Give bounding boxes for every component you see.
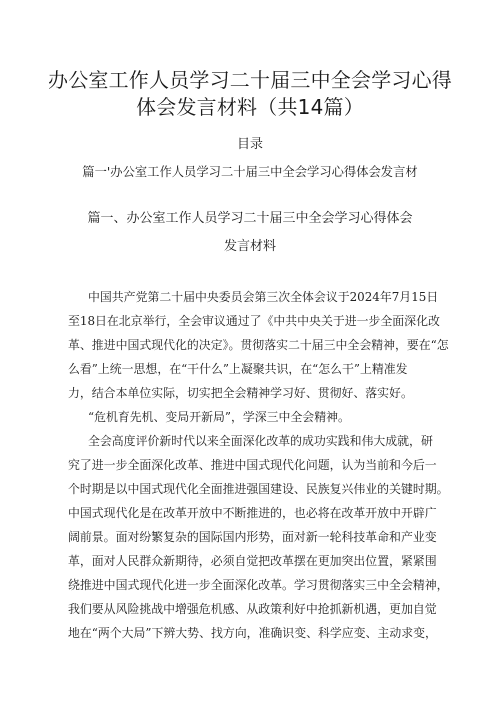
toc-heading: 目录 [236, 137, 263, 152]
toc-item[interactable]: 篇一'办公室工作人员学习二十届三中全会学习心得体会发言材 [82, 165, 418, 179]
body-line: 个时期是以中国式现代化全面推进强国建设、民族复兴伟业的关键时期。 [68, 482, 449, 496]
body-line: 革，面对人民群众新期待，必须自觉把改革摆在更加突出位置，紧紧围 [68, 554, 437, 568]
body-line: 革、推进中国式现代化的决定》。贯彻落实二十届三中全会精神，要在“怎 [68, 338, 449, 352]
body-line: 究了进一步全面深化改革、推进中国式现代化问题，认为当前和今后一 [68, 458, 437, 472]
body-line: 地在“两个大局”下辨大势、找方向，准确识变、科学应变、主动求变， [68, 626, 437, 640]
section-title-line-1: 篇一、办公室工作人员学习二十届三中全会学习心得体会 [87, 211, 413, 226]
body-line: 我们要从风险挑战中增强危机感、从政策利好中抢抓新机遇，更加自觉 [68, 602, 437, 616]
body-line: 么看”上统一思想，在“干什么”上凝聚共识，在“怎么干”上精准发 [68, 362, 408, 376]
body-line: 中国式现代化是在改革开放中不断推进的，也必将在改革开放中开辟广 [68, 506, 437, 520]
section-title-line-2: 发言材料 [223, 239, 276, 254]
document-title-line-1: 办公室工作人员学习二十届三中全会学习心得 [48, 68, 452, 92]
body-line: 全会高度评价新时代以来全面深化改革的成功实践和伟大成就，研 [88, 434, 433, 448]
body-line: 至18日在北京举行，全会审议通过了《中共中央关于进一步全面深化改 [68, 314, 440, 328]
body-line: 阔前景。面对纷繁复杂的国际国内形势，面对新一轮科技革命和产业变 [68, 530, 437, 544]
body-line: 绕推进中国式现代化进一步全面深化改革。学习贯彻落实三中全会精神， [68, 578, 449, 592]
body-line: 中国共产党第二十届中央委员会第三次全体会议于2024年7月15日 [88, 290, 439, 304]
body-line: “危机育先机、变局开新局”，学深三中全会精神。 [88, 410, 350, 424]
body-line: 力，结合本单位实际，切实把全会精神学习好、贯彻好、落实好。 [68, 386, 413, 400]
document-title-line-2: 体会发言材料（共14篇） [136, 95, 364, 119]
